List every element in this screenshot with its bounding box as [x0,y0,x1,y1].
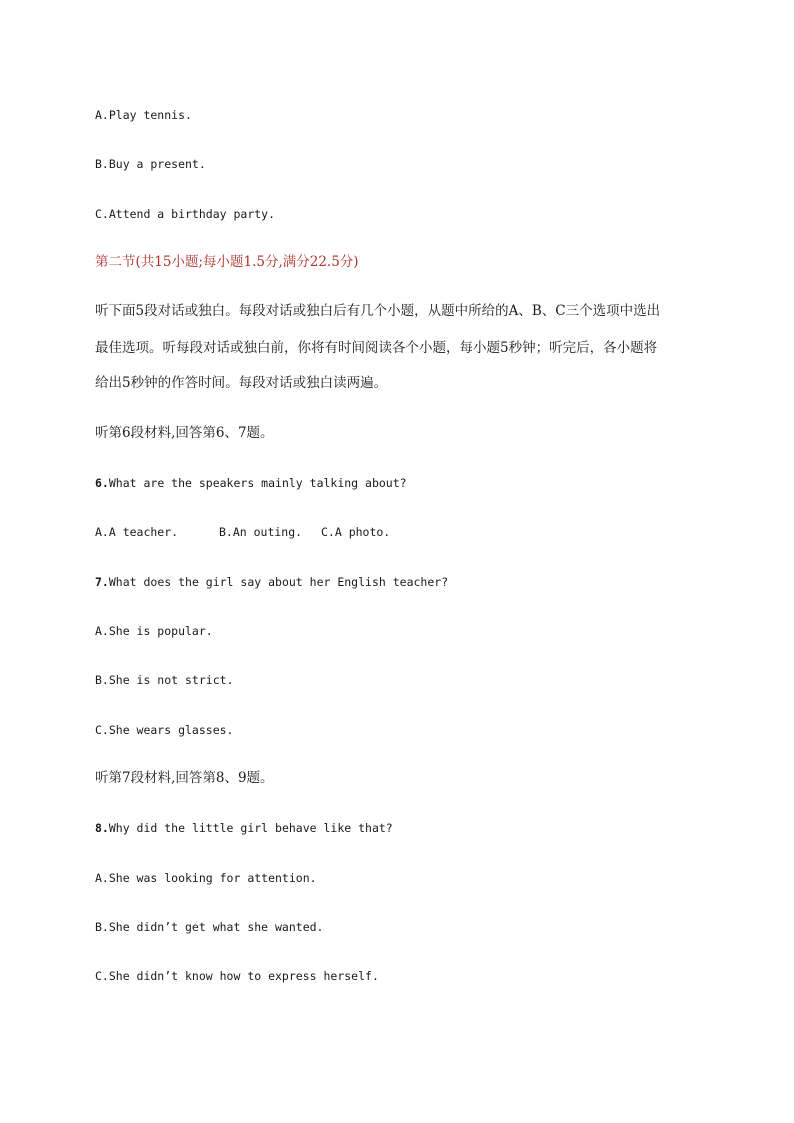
prev-option-b: B.Buy a present. [95,157,206,171]
question-6-options [95,524,390,540]
question-6 [95,475,407,491]
question-text: Why did the little girl behave like that? [108,821,393,835]
question-8 [95,820,393,836]
question-text: What does the girl say about her English teacher? [108,575,449,589]
question-number: 7. [95,575,109,589]
question-8-option-c: C.She didn’t know how to express herself. [95,969,379,983]
question-number: 6. [95,476,109,490]
section-heading: 第二节(共15小题;每小题1.5分,满分22.5分) [95,254,359,270]
instructions-line-2: 最佳选项。听每段对话或独白前，你将有时间阅读各个小题，每小题5秒钟；听完后，各小题将 [95,340,658,356]
question-7-option-b: B.She is not strict. [95,673,234,687]
question-text: What are the speakers mainly talking about? [108,476,407,490]
material-7-intro: 听第7段材料,回答第8、9题。 [95,770,274,786]
question-7-option-c: C.She wears glasses. [95,723,234,737]
question-8-option-a: A.She was looking for attention. [95,871,317,885]
option-c: C.A photo. [321,525,391,539]
question-number: 8. [95,821,109,835]
question-8-option-b: B.She didn’t get what she wanted. [95,920,324,934]
question-7-option-a: A.She is popular. [95,624,213,638]
material-6-intro: 听第6段材料,回答第6、7题。 [95,425,274,441]
prev-option-a: A.Play tennis. [95,108,192,122]
instructions-line-1: 听下面5段对话或独白。每段对话或独白后有几个小题，从题中所给的A、B、C三个选项中选出 [95,303,661,319]
question-7 [95,574,448,590]
instructions-line-3: 给出5秒钟的作答时间。每段对话或独白读两遍。 [95,375,388,391]
option-b: B.An outing. [219,525,303,539]
option-a: A.A teacher. [95,525,179,539]
prev-option-c: C.Attend a birthday party. [95,207,276,221]
